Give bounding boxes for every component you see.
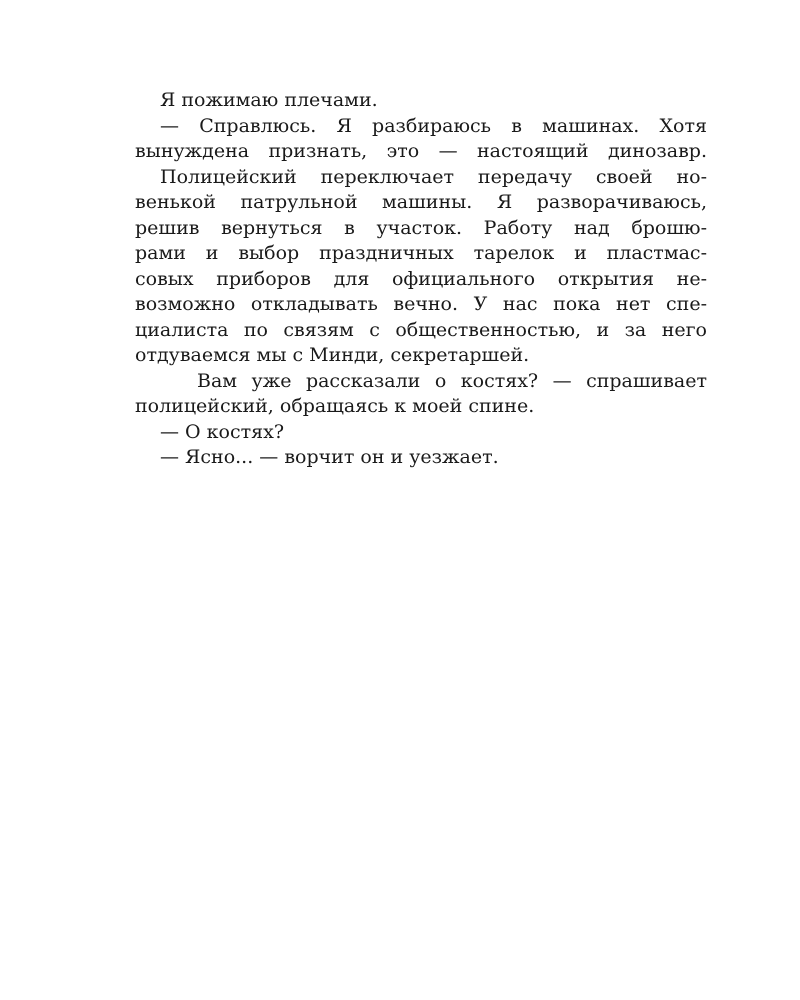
text-line: совых приборов для официального открытия не- [135, 267, 707, 290]
text-line: рами и выбор праздничных тарелок и пластмас- [135, 242, 707, 264]
text-line: Вам уже рассказали о костях? — спрашивает [197, 369, 707, 392]
text-line: Я пожимаю плечами. [160, 89, 378, 111]
text-line: решив вернуться в участок. Работу над брошю- [135, 216, 707, 239]
text-line: отдуваемся мы с Минди, секретаршей. [135, 344, 530, 366]
text-line: циалиста по связям с общественностью, и за него [135, 318, 707, 341]
text-line: Полицейский переключает передачу своей но- [160, 165, 707, 188]
text-line: венькой патрульной машины. Я разворачиваюсь, [135, 191, 707, 213]
text-line: вынуждена признать, это — настоящий динозавр. [135, 140, 707, 162]
text-line: полицейский, обращаясь к моей спине. [135, 395, 535, 417]
text-line: — Справлюсь. Я разбираюсь в машинах. Хотя [160, 114, 707, 137]
text-block [135, 88, 707, 471]
text-line: — Ясно... — ворчит он и уезжает. [160, 446, 499, 468]
text-line: — О костях? [160, 420, 285, 443]
text-line: возможно откладывать вечно. У нас пока нет спе- [135, 293, 707, 315]
